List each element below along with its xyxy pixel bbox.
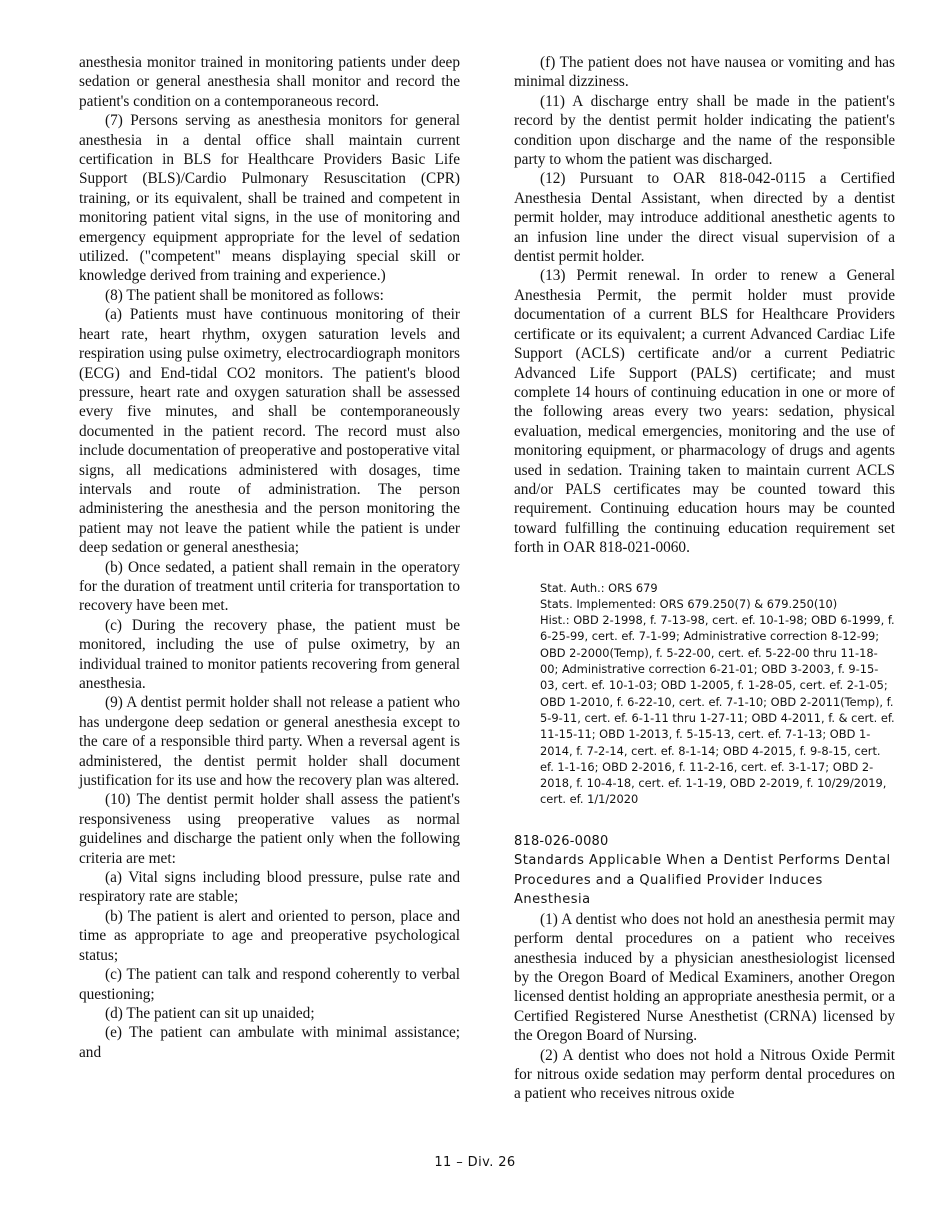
- paragraph-8a-continuous-monitoring: (a) Patients must have continuous monitoring of their heart rate, heart rhythm, oxygen saturation levels and respiration using pulse oximetry, electrocardiograph monitors (ECG) and End-tidal CO2 monitors. The patient's blood pressure, heart rate and oxygen saturation shall be assessed every five minutes, and shall be contemporaneously documented in the patient record. The record must also include documentation of preoperative and postoperative vital signs, all medications administered with dosages, time intervals and route of administration. The person administering the anesthesia and the person monitoring the patient may not leave the patient while the patient is under deep sedation or general anesthesia;: [79, 306, 460, 557]
- paragraph-7-monitor-certification: (7) Persons serving as anesthesia monitors for general anesthesia in a dental office shall maintain current certification in BLS for Healthcare Providers Basic Life Support (BLS)/Cardio Pulmonary Resuscitation (CPR) training, or its equivalent, shall be trained and competent in monitoring patient vital signs, in the use of monitoring and emergency equipment appropriate for the level of sedation utilized. ("competent" means displaying special skill or knowledge derived from training and experience.): [79, 112, 460, 285]
- page-footer: 11 – Div. 26: [434, 1155, 516, 1170]
- rule-paragraph-1: (1) A dentist who does not hold an anesthesia permit may perform dental procedures on a patient who receives anesthesia induced by a physician anesthesiologist licensed by the Oregon Board of Medical Examiners, another Oregon licensed dentist holding an appropriate anesthesia permit, or a Certified Registered Nurse Anesthetist (CRNA) licensed by the Oregon Board of Nursing.: [514, 910, 895, 1045]
- paragraph-8b-sedated: (b) Once sedated, a patient shall remain in the operatory for the duration of treatment until criteria for transportation to recovery have been met.: [79, 558, 460, 615]
- paragraph-8c-recovery: (c) During the recovery phase, the patient must be monitored, including the use of pulse oximetry, by an individual trained to monitor patients recovering from general anesthesia.: [79, 616, 460, 692]
- paragraph-10e-ambulate: (e) The patient can ambulate with minimal assistance; and: [79, 1024, 460, 1061]
- rule-title: Standards Applicable When a Dentist Performs Dental Procedures and a Qualified Provider Induces Anesthesia: [514, 853, 891, 908]
- paragraph-12-cada: (12) Pursuant to OAR 818-042-0115 a Certified Anesthesia Dental Assistant, when directed by a dentist permit holder, may introduce additional anesthetic agents to an infusion line under the direct visual supervision of a dentist permit holder.: [514, 170, 895, 266]
- paragraph-10c-talk: (c) The patient can talk and respond coherently to verbal questioning;: [79, 966, 460, 1003]
- paragraph-9-release: (9) A dentist permit holder shall not release a patient who has undergone deep sedation or general anesthesia except to the care of a responsible third party. When a reversal agent is administered, the dentist permit holder shall document justification for its use and how the recovery plan was altered.: [79, 694, 460, 790]
- stats-implemented: Stats. Implemented: ORS 679.250(7) & 679.250(10): [540, 596, 838, 611]
- right-column: [514, 53, 895, 1104]
- paragraph-10b-alert: (b) The patient is alert and oriented to person, place and time as appropriate to age and preoperative psychological status;: [79, 907, 460, 964]
- paragraph-10d-sit: (d) The patient can sit up unaided;: [105, 1004, 315, 1022]
- paragraph-11-discharge-entry: (11) A discharge entry shall be made in the patient's record by the dentist permit holder indicating the patient's condition upon discharge and the name of the responsible party to whom the patient was discharged.: [514, 92, 895, 169]
- rule-number: 818-026-0080: [514, 833, 609, 849]
- stat-auth: Stat. Auth.: ORS 679: [540, 580, 658, 595]
- statutory-authority-block: [540, 580, 895, 808]
- history-note: Hist.: OBD 2-1998, f. 7-13-98, cert. ef. 10-1-98; OBD 6-1999, f. 6-25-99, cert. ef. 7-1-99; Administrative correction 8-12-99; OBD 2-2000(Temp), f. 5-22-00, cert. ef. 5-22-00 thru 11-18-00; Administrative correction 6-21-01; OBD 3-2003, f. 9-15-03, cert. ef. 10-1-03; OBD 1-2005, f. 1-28-05, cert. ef. 2-1-05; OBD 1-2010, f. 6-22-10, cert. ef. 7-1-10; OBD 2-2011(Temp), f. 5-9-11, cert. ef. 6-1-11 thru 1-27-11; OBD 4-2011, f. & cert. ef. 11-15-11; OBD 1-2013, f. 5-15-13, cert. ef. 7-1-13; OBD 1-2014, f. 7-2-14, cert. ef. 8-1-14; OBD 4-2015, f. 9-8-15, cert. ef. 1-1-16; OBD 2-2016, f. 11-2-16, cert. ef. 3-1-17; OBD 2-2018, f. 10-4-18, cert. ef. 1-1-19, OBD 2-2019, f. 10/29/2019, cert. ef. 1/1/2020: [540, 613, 895, 807]
- paragraph-10f-nausea: (f) The patient does not have nausea or vomiting and has minimal dizziness.: [514, 54, 895, 91]
- paragraph-8-monitoring: (8) The patient shall be monitored as follows:: [105, 286, 384, 304]
- paragraph-monitor-continued: anesthesia monitor trained in monitoring patients under deep sedation or general anesthesia shall monitor and record the patient's condition on a contemporaneous record.: [79, 54, 460, 110]
- rule-paragraph-2: (2) A dentist who does not hold a Nitrous Oxide Permit for nitrous oxide sedation may perform dental procedures on a patient who receives nitrous oxide: [514, 1046, 895, 1103]
- paragraph-13-permit-renewal: (13) Permit renewal. In order to renew a General Anesthesia Permit, the permit holder must provide documentation of a current BLS for Healthcare Providers certificate or its equivalent; a current Advanced Cardiac Life Support (ACLS) certificate and/or a current Pediatric Advanced Life Support (PALS) certificate; and must complete 14 hours of continuing education in one or more of the following areas every two years: sedation, physical evaluation, medical emergencies, monitoring and the use of monitoring equipment, or pharmacology of drugs and agents used in sedation. Training taken to maintain current ACLS and/or PALS certificates may be counted toward this requirement. Continuing education hours may be counted toward fulfilling the continuing education requirement set forth in OAR 818-021-0060.: [514, 267, 895, 557]
- paragraph-10a-vitals: (a) Vital signs including blood pressure, pulse rate and respiratory rate are stable;: [79, 869, 460, 906]
- paragraph-10-discharge-criteria: (10) The dentist permit holder shall assess the patient's responsiveness using preoperative values as normal guidelines and discharge the patient only when the following criteria are met:: [79, 791, 460, 867]
- left-column: [79, 53, 460, 1062]
